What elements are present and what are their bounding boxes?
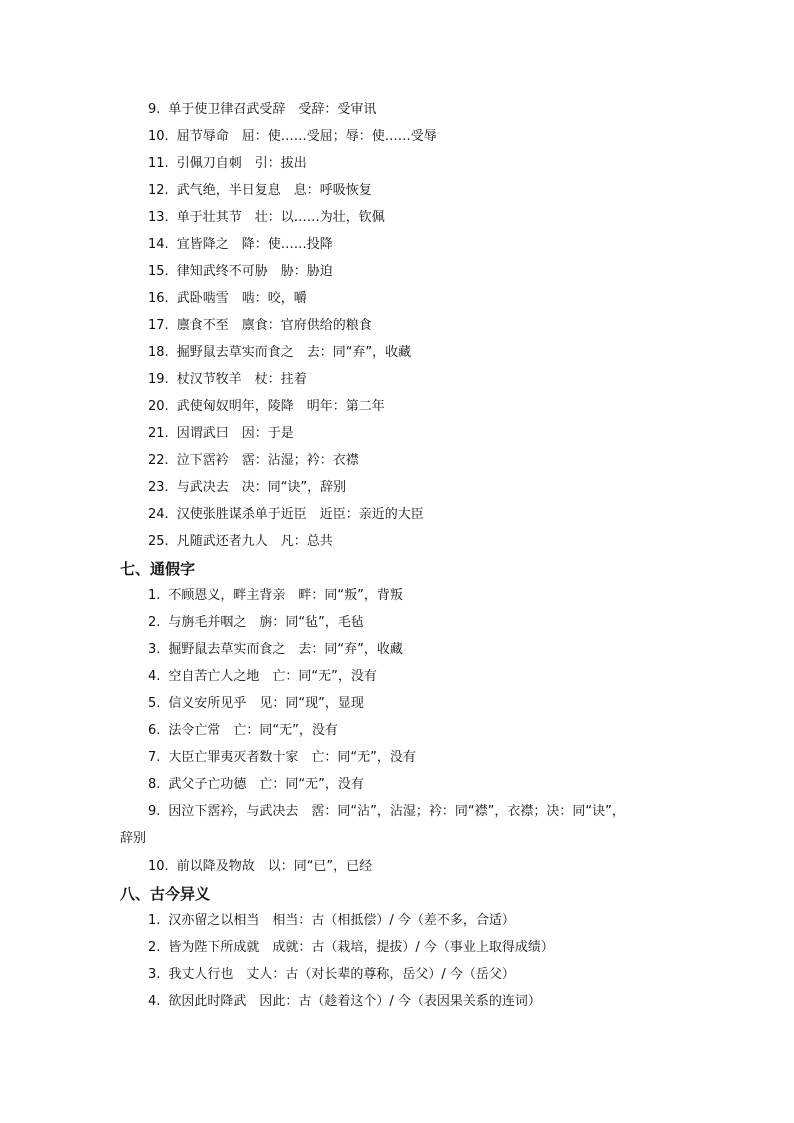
list-item	[148, 371, 307, 389]
item-number: 2.	[148, 615, 161, 630]
item-text: 宜皆降之 降：使……投降	[176, 237, 333, 252]
item-text: 我丈人行也 丈人：古（对长辈的尊称，岳父）/ 今（岳父）	[168, 967, 515, 982]
list-item	[148, 290, 307, 308]
item-number: 23.	[148, 480, 169, 495]
item-text: 掘野鼠去草实而食之 去：同“弃”，收藏	[176, 345, 412, 360]
item-text: 廪食不至 廪食：官府供给的粮食	[176, 318, 372, 333]
item-text: 汉亦留之以相当 相当：古（相抵偿）/ 今（差不多，合适）	[168, 913, 515, 928]
item-text: 凡随武还者九人 凡：总共	[176, 534, 333, 549]
item-number: 1.	[148, 588, 161, 603]
item-number: 12.	[148, 183, 169, 198]
list-item	[148, 182, 372, 200]
item-number: 3.	[148, 967, 161, 982]
item-text: 与武决去 决：同“诀”，辞别	[176, 480, 347, 495]
item-number: 22.	[148, 453, 169, 468]
item-number: 13.	[148, 210, 169, 225]
item-text: 大臣亡罪夷灭者数十家 亡：同“无”，没有	[168, 750, 416, 765]
list-item	[148, 722, 338, 740]
list-item	[148, 939, 554, 957]
item-text: 引佩刀自刺 引：拔出	[176, 156, 307, 171]
item-number: 8.	[148, 777, 161, 792]
list-item	[148, 479, 346, 497]
list-item	[148, 803, 625, 821]
item-number: 14.	[148, 237, 169, 252]
section-heading: 八、古今异义	[120, 885, 211, 903]
item-number: 10.	[148, 129, 169, 144]
list-item	[148, 695, 364, 713]
item-number: 24.	[148, 507, 169, 522]
item-number: 20.	[148, 399, 169, 414]
item-text: 武气绝，半日复息 息：呼吸恢复	[176, 183, 372, 198]
item-text: 汉使张胜谋杀单于近臣 近臣：亲近的大臣	[176, 507, 424, 522]
item-text: 前以降及物故 以：同“已”，已经	[176, 859, 373, 874]
item-number: 6.	[148, 723, 161, 738]
list-item	[148, 317, 372, 335]
list-item	[148, 993, 541, 1011]
item-number: 3.	[148, 642, 161, 657]
list-item	[148, 614, 364, 632]
item-number: 4.	[148, 994, 161, 1009]
item-number: 21.	[148, 426, 169, 441]
list-item	[148, 155, 307, 173]
list-item	[148, 912, 515, 930]
item-text: 屈节辱命 屈：使……受屈；辱：使……受辱	[176, 129, 437, 144]
item-number: 9.	[148, 804, 161, 819]
item-text: 与旃毛并咽之 旃：同“毡”，毛毡	[168, 615, 364, 630]
item-text: 信义安所见乎 见：同“现”，显现	[168, 696, 364, 711]
item-number: 9.	[148, 102, 161, 117]
list-item	[148, 101, 376, 119]
item-number: 2.	[148, 940, 161, 955]
item-text: 不顾恩义，畔主背亲 畔：同“叛”，背叛	[168, 588, 403, 603]
list-item	[148, 452, 359, 470]
item-number: 10.	[148, 859, 169, 874]
item-number: 1.	[148, 913, 161, 928]
list-item	[148, 506, 424, 524]
list-item	[148, 128, 437, 146]
item-text: 因泣下霑衿，与武决去 霑：同“沾”，沾湿；衿：同“襟”，衣襟；决：同“诀”，	[168, 804, 625, 819]
list-item	[148, 209, 385, 227]
list-item	[148, 533, 333, 551]
item-text: 空自苦亡人之地 亡：同“无”，没有	[168, 669, 377, 684]
item-text: 泣下霑衿 霑：沾湿；衿：衣襟	[176, 453, 359, 468]
item-text: 单于壮其节 壮：以……为壮，钦佩	[176, 210, 385, 225]
item-text-continuation: 辞别	[120, 831, 147, 846]
item-text: 武使匈奴明年，陵降 明年：第二年	[176, 399, 385, 414]
list-item	[148, 858, 372, 876]
item-text: 单于使卫律召武受辞 受辞：受审讯	[168, 102, 377, 117]
item-number: 7.	[148, 750, 161, 765]
item-number: 19.	[148, 372, 169, 387]
list-item	[148, 966, 515, 984]
list-item	[148, 263, 333, 281]
section-heading: 七、通假字	[120, 560, 196, 578]
item-text: 掘野鼠去草实而食之 去：同“弃”，收藏	[168, 642, 403, 657]
item-text: 皆为陛下所成就 成就：古（栽培，提拔）/ 今（事业上取得成绩）	[168, 940, 554, 955]
item-text: 杖汉节牧羊 杖：拄着	[176, 372, 307, 387]
item-number: 5.	[148, 696, 161, 711]
item-number: 18.	[148, 345, 169, 360]
item-number: 4.	[148, 669, 161, 684]
list-item	[148, 641, 403, 659]
item-text: 武卧啮雪 啮：咬，嚼	[176, 291, 307, 306]
list-item	[148, 668, 377, 686]
item-text: 因谓武曰 因：于是	[176, 426, 294, 441]
item-number: 25.	[148, 534, 169, 549]
item-number: 17.	[148, 318, 169, 333]
item-text: 欲因此时降武 因此：古（趁着这个）/ 今（表因果关系的连词）	[168, 994, 541, 1009]
list-item	[148, 398, 385, 416]
list-item	[148, 236, 333, 254]
item-number: 15.	[148, 264, 169, 279]
item-text: 武父子亡功德 亡：同“无”，没有	[168, 777, 364, 792]
list-item	[148, 425, 294, 443]
item-number: 11.	[148, 156, 169, 171]
list-item	[148, 776, 364, 794]
item-number: 16.	[148, 291, 169, 306]
item-text: 律知武终不可胁 胁：胁迫	[176, 264, 333, 279]
item-text: 法令亡常 亡：同“无”，没有	[168, 723, 338, 738]
list-item	[148, 344, 411, 362]
list-item	[148, 749, 416, 767]
list-item	[148, 587, 403, 605]
